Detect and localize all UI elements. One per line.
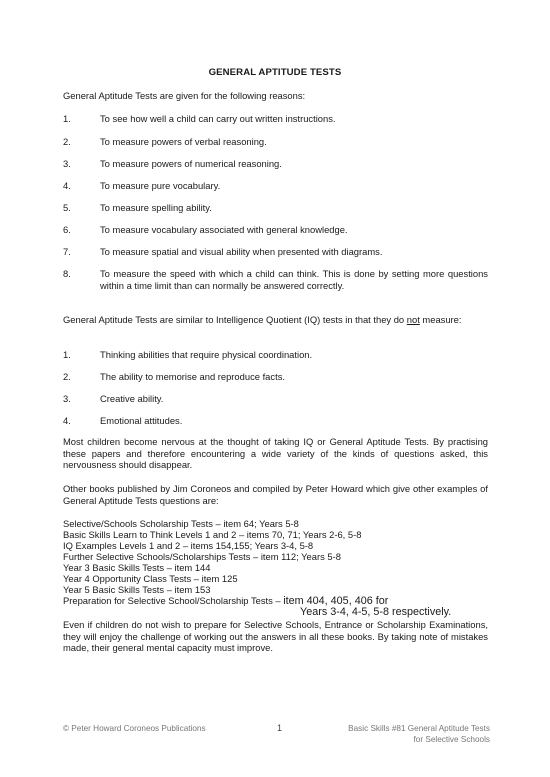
list-text: The ability to memorise and reproduce facts. (100, 371, 285, 382)
intro-text: General Aptitude Tests are given for the following reasons: (63, 90, 306, 101)
list-text: Thinking abilities that require physical coordination. (100, 349, 313, 360)
list-text: Creative ability. (100, 393, 164, 404)
book-reference: Basic Skills Learn to Think Levels 1 and 2 – items 70, 71; Years 2-6, 5-8 (63, 529, 362, 540)
not-measure-text-after: measure: (419, 314, 462, 325)
underlined-not: not (406, 314, 420, 325)
list-number: 7. (63, 246, 71, 257)
book-reference: Year 4 Opportunity Class Tests – item 125 (63, 573, 238, 584)
list-number: 4. (63, 180, 71, 191)
closing-paragraph: Even if children do not wish to prepare for Selective Schools, Entrance or Scholarship Examinations, they will enjoy the challenge of working out the answers in all these books. By taking note of mistakes made, their general mental capacity must improve. (63, 619, 488, 654)
list-number: 5. (63, 202, 71, 213)
not-measure-text-before: General Aptitude Tests are similar to Intelligence Quotient (IQ) tests in that they do (63, 314, 407, 325)
page-number: 1 (277, 723, 283, 733)
list-number: 3. (63, 393, 71, 404)
list-number: 1. (63, 113, 71, 124)
list-text: To measure powers of verbal reasoning. (100, 136, 267, 147)
list-text: To measure pure vocabulary. (100, 180, 221, 191)
nervous-paragraph: Most children become nervous at the thought of taking IQ or General Aptitude Tests. By practising these papers and therefore encountering a wide variety of the kinds of questions asked, this nervousness should disappear. (63, 436, 488, 471)
list-number: 6. (63, 224, 71, 235)
list-number: 8. (63, 268, 71, 279)
list-text: Emotional attitudes. (100, 415, 183, 426)
list-number: 3. (63, 158, 71, 169)
book-years-line: Years 3-4, 4-5, 5-8 respectively. (300, 606, 452, 618)
footer-title-line2: for Selective Schools (413, 735, 490, 744)
list-number: 1. (63, 349, 71, 360)
list-text: To measure spatial and visual ability when presented with diagrams. (100, 246, 383, 257)
page-title: GENERAL APTITUDE TESTS (208, 67, 342, 78)
book-reference: IQ Examples Levels 1 and 2 – items 154,155; Years 3-4, 5-8 (63, 540, 314, 551)
list-text: To measure vocabulary associated with general knowledge. (100, 224, 348, 235)
book-reference: Further Selective Schools/Scholarships Tests – item 112; Years 5-8 (63, 551, 341, 562)
list-number: 2. (63, 136, 71, 147)
book-reference-prefix: Preparation for Selective School/Scholarship Tests – (63, 595, 284, 606)
book-reference: Year 5 Basic Skills Tests – item 153 (63, 584, 211, 595)
list-text: To see how well a child can carry out written instructions. (100, 113, 336, 124)
list-text: To measure powers of numerical reasoning. (100, 158, 282, 169)
footer-copyright: © Peter Howard Coroneos Publications (63, 724, 206, 733)
list-text: To measure spelling ability. (100, 202, 212, 213)
book-reference: Year 3 Basic Skills Tests – item 144 (63, 562, 211, 573)
list-number: 4. (63, 415, 71, 426)
footer-book-title (300, 723, 490, 745)
not-measure-paragraph (63, 314, 488, 326)
other-books-paragraph: Other books published by Jim Coroneos and compiled by Peter Howard which give other examples of General Aptitude Tests questions are: (63, 483, 488, 506)
book-item-numbers: item 404, 405, 406 for (283, 595, 389, 607)
footer-title-line1: Basic Skills #81 General Aptitude Tests (348, 724, 490, 733)
list-text: To measure the speed with which a child can think. This is done by setting more questions within a time limit than can normally be answered correctly. (100, 268, 488, 291)
book-reference: Selective/Schools Scholarship Tests – item 64; Years 5-8 (63, 518, 299, 529)
list-number: 2. (63, 371, 71, 382)
